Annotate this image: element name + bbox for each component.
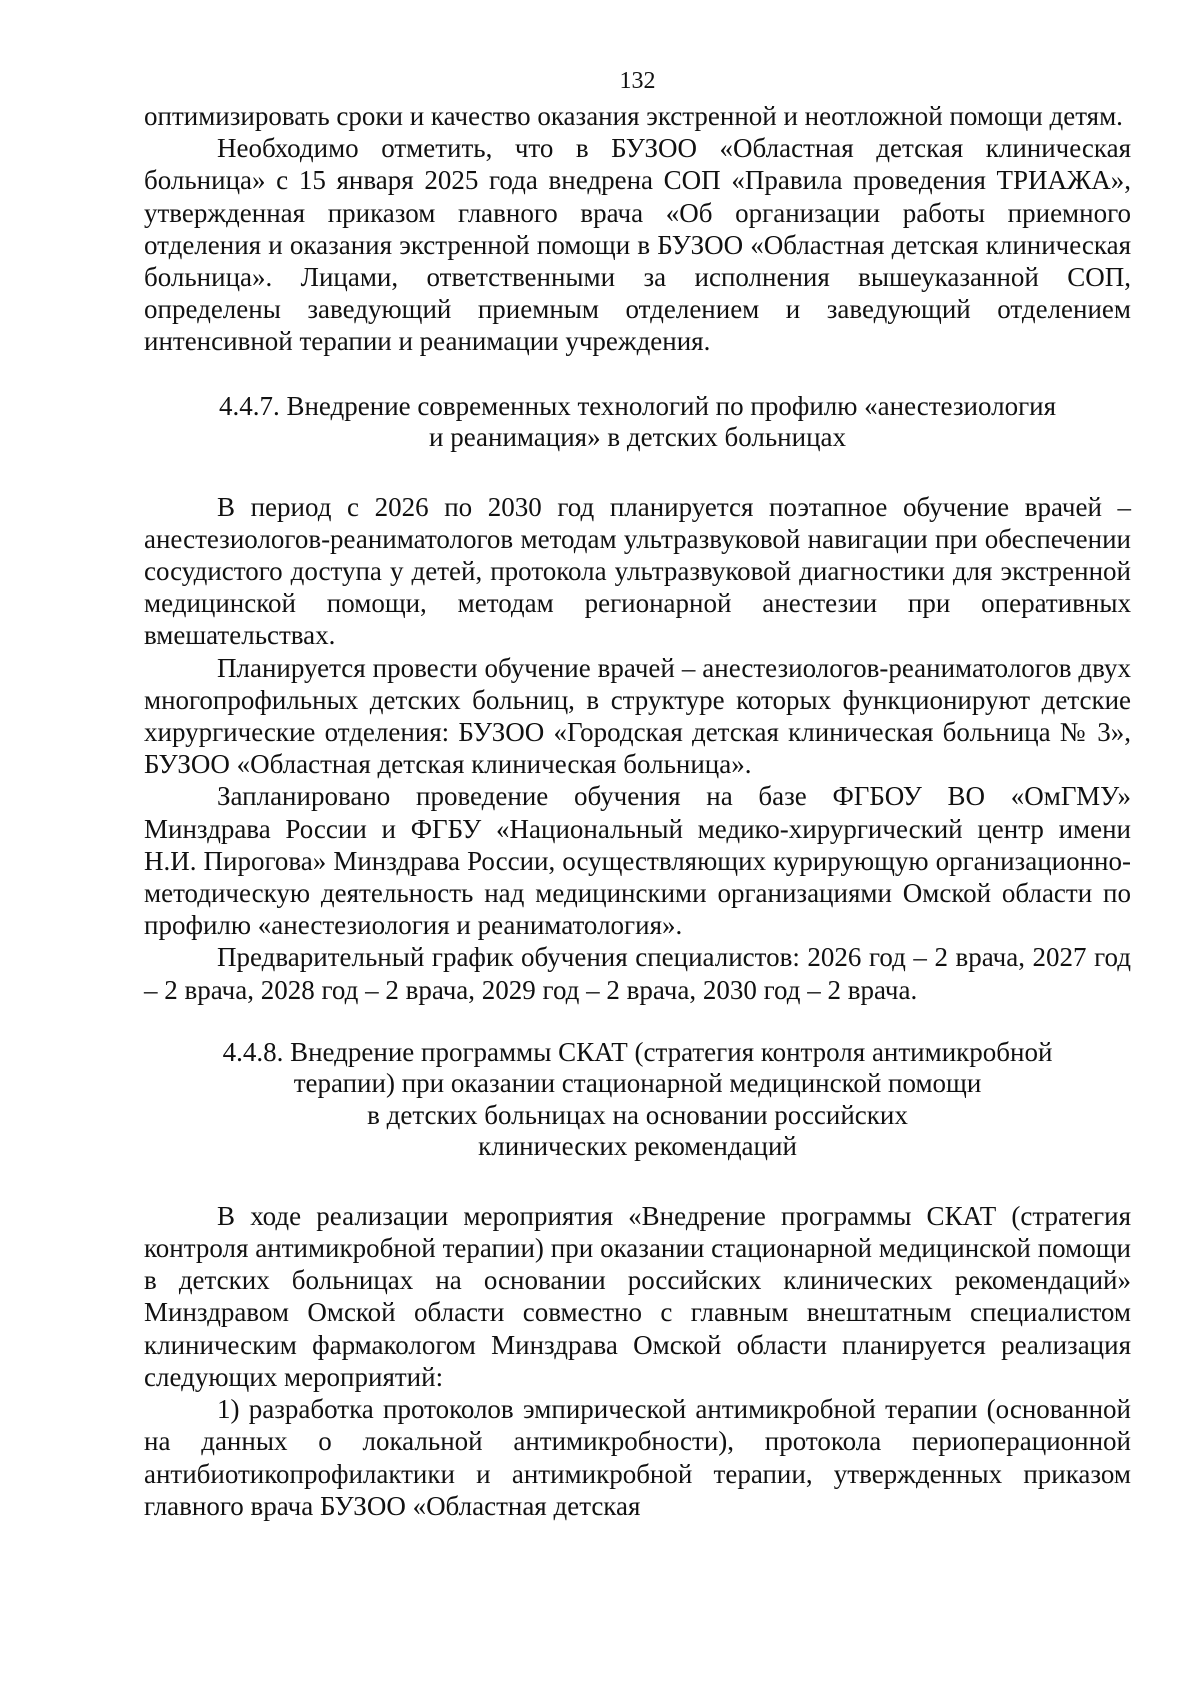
paragraph-training-schedule: Предварительный график обучения специалистов: 2026 год – 2 врача, 2027 год – 2 врача, 2028 год – 2 врача, 2029 год – 2 врача, 2030 год – 2 врача. [144,942,1131,1005]
page-number: 132 [619,68,656,94]
paragraph-list-item-1: 1) разработка протоколов эмпирической антимикробной терапии (основанной на данных о локальной антимикробности), протокола периоперационной антибиотикопрофилактики и антимикробной терапии, утвержденных приказом главного врача БУЗОО «Областная детская [144,1394,1131,1521]
heading-line: терапии) при оказании стационарной медицинской помощи [293,1068,982,1099]
paragraph-training-hospitals: Планируется провести обучение врачей – анестезиологов-реаниматологов двух многопрофильных детских больниц, в структуре которых функционируют детские хирургические отделения: БУЗОО «Городская детская клиническая больница № 3», БУЗОО «Областная детская клиническая больница». [144,652,1131,780]
heading-line: клинических рекомендаций [478,1131,797,1162]
paragraph-triage-sop: Необходимо отметить, что в БУЗОО «Областная детская клиническая больница» с 15 января 2025 года внедрена СОП «Правила проведения ТРИАЖА», утвержденная приказом главного врача «Об организации работы приемного отделения и оказания экстренной помощи в БУЗОО «Областная детская клиническая больница». Лицами, ответственными за исполнения вышеуказанной СОП, определены заведующий приемным отделением и заведующий отделением интенсивной терапии и реанимации учреждения. [144,133,1131,357]
paragraph-training-base: Запланировано проведение обучения на базе ФГБОУ ВО «ОмГМУ» Минздрава России и ФГБУ «Национальный медико-хирургический центр имени Н.И. Пирогова» Минздрава России, осуществляющих курирующую организационно-методическую деятельность над медицинскими организациями Омской области по профилю «анестезиология и реаниматология». [144,781,1131,941]
heading-line: и реанимация» в детских больницах [429,422,846,453]
heading-line: 4.4.7. Внедрение современных технологий по профилю «анестезиология [218,390,1057,421]
heading-line: 4.4.8. Внедрение программы СКАТ (стратегия контроля антимикробной [222,1036,1053,1067]
section-heading-4-4-7 [144,391,1131,454]
heading-line: в детских больницах на основании российских [367,1099,908,1130]
document-page [144,66,1131,1522]
section-heading-4-4-8 [144,1037,1131,1163]
paragraph-training-period: В период с 2026 по 2030 год планируется поэтапное обучение врачей – анестезиологов-реаниматологов методам ультразвуковой навигации при обеспечении сосудистого доступа у детей, протокола ультразвуковой диагностики для экстренной медицинской помощи, методам регионарной анестезии при оперативных вмешательствах. [144,491,1131,651]
paragraph-skat-program: В ходе реализации мероприятия «Внедрение программы СКАТ (стратегия контроля антимикробной терапии) при оказании стационарной медицинской помощи в детских больницах на основании российских клинических рекомендаций» Минздравом Омской области совместно с главным внештатным специалистом клиническим фармакологом Минздрава Омской области планируется реализация следующих мероприятий: [144,1200,1131,1392]
paragraph-continuation: оптимизировать сроки и качество оказания экстренной и неотложной помощи детям. [144,101,1123,131]
